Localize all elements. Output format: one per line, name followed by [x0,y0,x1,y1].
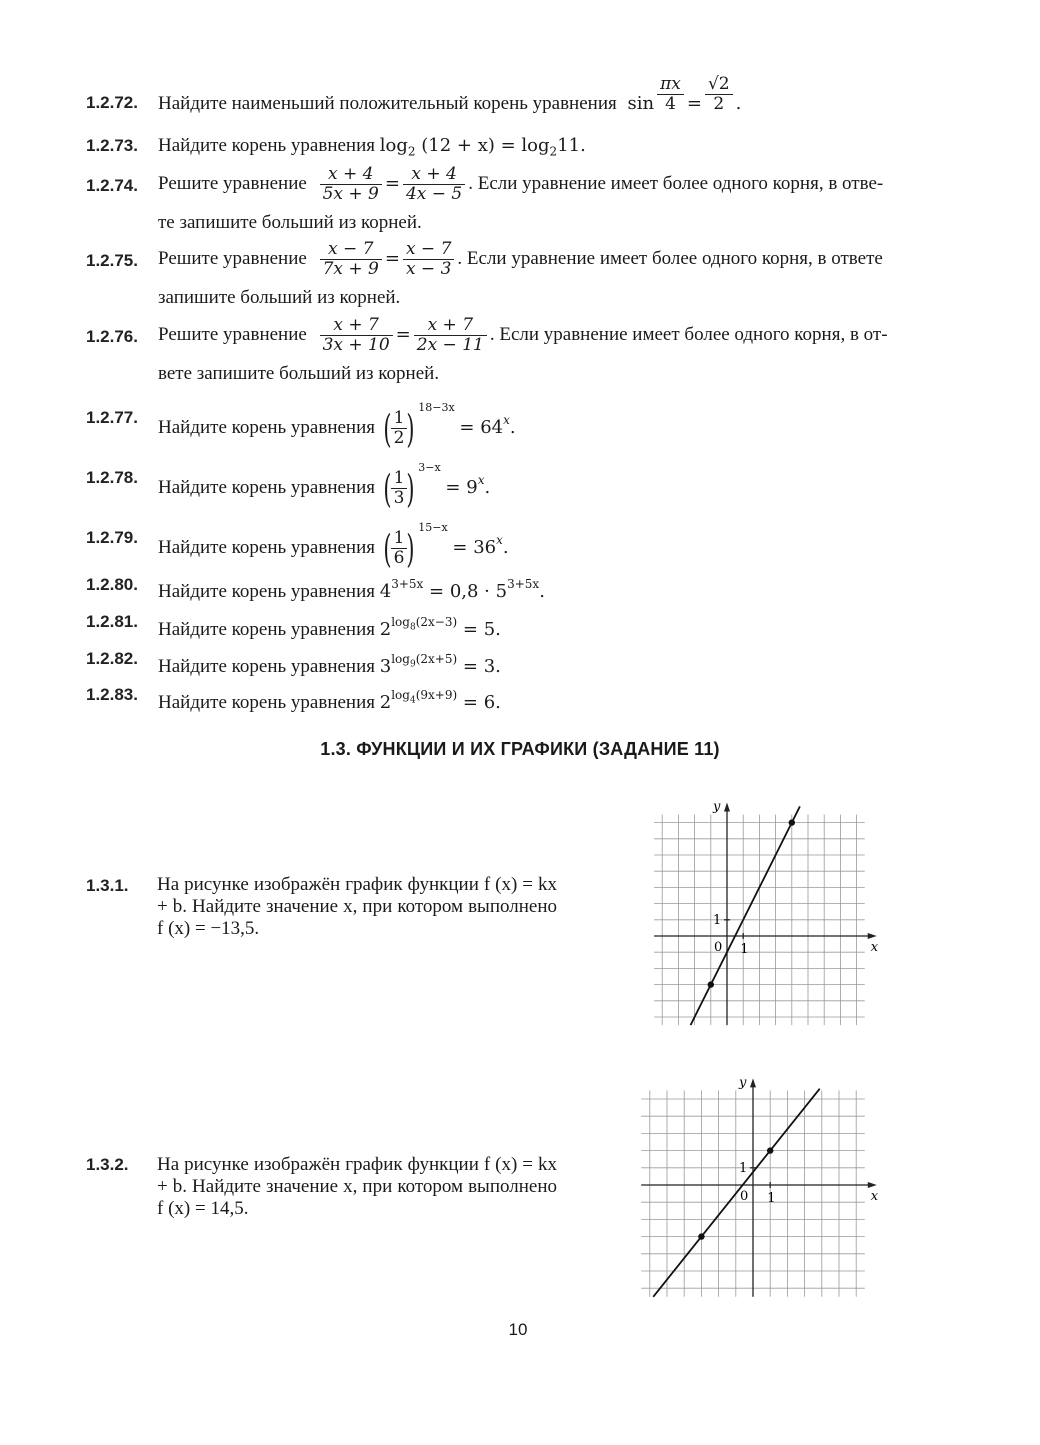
problem-number: 1.2.74. [86,176,138,195]
x-tick-label: 1 [740,942,749,957]
problem-text: Решите уравнение $\frac{x - 7}{7x + 9}$ = $\frac{x - 7}{x - 3}$ . Если уравнение имеет более одного корня, в ответе [158,239,883,279]
y-tick-label: 1 [713,912,722,928]
y-axis-label: y [713,799,721,815]
problem-number: 1.2.78. [86,468,138,487]
task-text: На рисунке изображён график функции f (x) = kx + b. Найдите значение x, при котором выполнено f (x) = 14,5. [157,1154,557,1219]
x-axis-arrow-icon [868,1182,877,1188]
problem-text: Найдите корень уравнения ( $\frac{1}{2}$ ) $^{18-3x} = 64^x$. [158,401,516,451]
data-point [767,1147,773,1153]
problem-text: Найдите корень уравнения $2^{log_8(2x-3)} = 5$. [158,615,501,640]
problem-text-line2: запишите больший из корней. [158,287,401,308]
y-axis-arrow-icon [724,803,730,812]
problem-text: Найдите корень уравнения $\log_2 (12 + x) = \log_211$. [158,135,586,159]
page-number: 10 [508,1320,528,1339]
problem-number: 1.2.77. [86,408,138,427]
data-point [789,819,795,825]
problem-number: 1.2.73. [86,136,138,155]
problem-number: 1.2.72. [86,93,138,112]
problem-text: Найдите наименьший положительный корень уравнения sin $\frac{\pi x}{4}$ = $\frac{√2}{2}$ . [158,74,742,115]
problem-number: 1.2.82. [86,649,138,668]
graph-task-1 [640,780,879,1030]
task-number: 1.3.1. [86,876,129,895]
origin-label: 0 [714,940,723,955]
x-tick-label: 1 [767,1191,776,1206]
data-point [698,1233,704,1239]
problem-number: 1.2.75. [86,251,138,270]
section-title: 1.3. ФУНКЦИИ И ИХ ГРАФИКИ (ЗАДАНИЕ 11) [320,739,720,759]
problem-number: 1.2.81. [86,612,138,631]
x-axis-label: x [870,940,879,955]
problem-text: Решите уравнение $\frac{x + 4}{5x + 9}$ = $\frac{x + 4}{4x - 5}$ . Если уравнение имеет более одного корня, в отве- [158,164,884,204]
function-line [691,806,800,1025]
problem-number: 1.2.79. [86,528,138,547]
problem-text: Решите уравнение $\frac{x + 7}{3x + 10}$ = $\frac{x + 7}{2x - 11}$ . Если уравнение имеет более одного корня, в от- [158,315,888,355]
problem-number: 1.2.83. [86,685,138,704]
origin-label: 0 [740,1189,749,1204]
y-axis-arrow-icon [750,1078,756,1087]
problem-text: Найдите корень уравнения ( $\frac{1}{6}$ ) $^{15-x} = 36^x$. [158,521,509,571]
task-text: На рисунке изображён график функции f (x) = kx + b. Найдите значение x, при котором выполнено f (x) = −13,5. [157,874,557,939]
problem-number: 1.2.80. [86,575,138,594]
problem-number: 1.2.76. [86,327,138,346]
problem-text: Найдите корень уравнения $4^{3+5x} = 0,8 \cdot 5^{3+5x}$. [158,577,545,602]
x-axis-label: x [870,1189,879,1204]
problem-text: Найдите корень уравнения $3^{log_9(2x+5)} = 3$. [158,652,501,677]
x-axis-arrow-icon [868,933,877,939]
task-number: 1.3.2. [86,1155,129,1174]
problem-text: Найдите корень уравнения ( $\frac{1}{3}$ ) $^{3-x} = 9^x$. [158,461,491,511]
problem-text-line2: вете запишите больший из корней. [158,363,440,384]
function-line [653,1089,819,1297]
y-axis-label: y [739,1075,747,1091]
problem-text-line2: те запишите больший из корней. [158,212,422,233]
y-tick-label: 1 [739,1160,748,1176]
data-point [708,981,714,987]
graph-task-2 [630,1065,879,1305]
problem-text: Найдите корень уравнения $2^{log_4(9x+9)} = 6$. [158,688,501,713]
